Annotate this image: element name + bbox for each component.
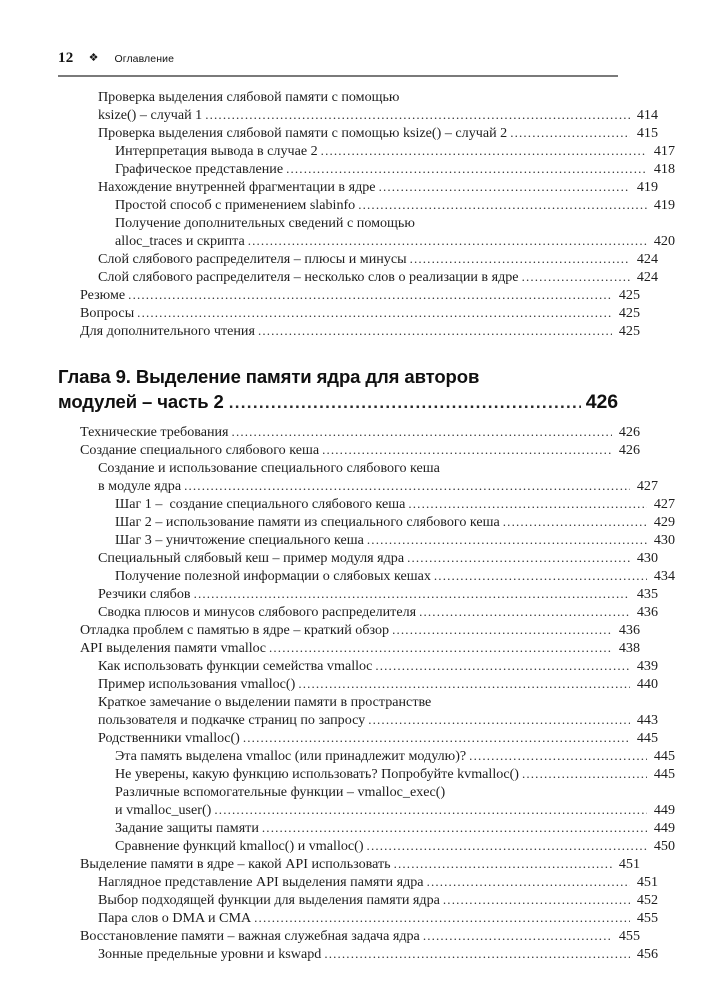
toc-entry-line — [98, 603, 658, 621]
toc-entry[interactable] — [58, 909, 658, 927]
dot-leader — [394, 855, 612, 873]
toc-entry-line — [98, 891, 658, 909]
toc-entry-title: Специальный слябовый кеш – пример модуля ядра — [98, 550, 405, 566]
toc-entry-page-number: 419 — [653, 197, 675, 213]
toc-entry-title: Не уверены, какую функцию использовать? Попробуйте kvmalloc() — [115, 766, 519, 782]
toc-entry-title: Различные вспомогательные функции – vmalloc_exec() — [115, 784, 446, 800]
toc-entry-page-number: 417 — [653, 143, 675, 159]
toc-entry-line — [115, 495, 675, 513]
toc-entry-title: Создание специального слябового кеша — [80, 442, 320, 458]
toc-entry[interactable] — [58, 196, 675, 214]
dot-leader — [375, 657, 630, 675]
dot-leader — [184, 477, 630, 495]
toc-entry-title: Зонные предельные уровни и kswapd — [98, 946, 322, 962]
toc-entry-title: пользователя и подкачке страниц по запросу — [98, 712, 366, 728]
toc-entry-line — [98, 873, 658, 891]
toc-entry-page-number: 424 — [636, 269, 658, 285]
toc-entry-page-number: 438 — [618, 640, 640, 656]
page-number: 12 — [58, 50, 74, 66]
toc-entry-title: ksize() – случай 1 — [98, 107, 203, 123]
toc-entry-title: Родственники vmalloc() — [98, 730, 240, 746]
dot-leader — [321, 142, 647, 160]
dot-leader — [128, 286, 612, 304]
toc-entry-page-number: 439 — [636, 658, 658, 674]
toc-entry-title: Шаг 2 – использование памяти из специального слябового кеша — [115, 514, 500, 530]
toc-entry-title: в модуле ядра — [98, 478, 182, 494]
toc-entry-line — [98, 124, 658, 142]
toc-entry-page-number: 427 — [653, 496, 675, 512]
dot-leader — [503, 513, 647, 531]
toc-entry-title: Слой слябового распределителя – плюсы и минусы — [98, 251, 407, 267]
toc-entry-title: и vmalloc_user() — [115, 802, 212, 818]
toc-entry-line — [115, 567, 675, 585]
toc-entry[interactable] — [58, 621, 640, 639]
toc-entry-title: Сводка плюсов и минусов слябового распределителя — [98, 604, 417, 620]
toc-entry-title: Вопросы — [80, 305, 135, 321]
toc-entry-page-number: 451 — [618, 856, 640, 872]
toc-entry-title: Резюме — [80, 287, 126, 303]
toc-entry-line — [115, 142, 675, 160]
toc-entry-page-number: 418 — [653, 161, 675, 177]
toc-entry[interactable] — [58, 268, 658, 286]
toc-entry-line — [98, 711, 658, 729]
toc-entry-title: Нахождение внутренней фрагментации в ядре — [98, 179, 376, 195]
dot-leader — [407, 549, 630, 567]
toc-entry-title: Шаг 3 – уничтожение специального кеша — [115, 532, 364, 548]
chapter-title-line — [58, 389, 618, 415]
toc-entry-line — [115, 513, 675, 531]
toc-entry-line — [115, 783, 675, 801]
toc-entry[interactable] — [58, 459, 658, 495]
toc-entry[interactable] — [58, 639, 640, 657]
dot-leader — [443, 891, 630, 909]
toc-entry-title: Получение дополнительных сведений с помощью — [115, 215, 415, 231]
toc-entry-page-number: 440 — [636, 676, 658, 692]
toc-entry[interactable] — [58, 927, 640, 945]
dot-leader — [214, 801, 647, 819]
toc-entry[interactable] — [58, 304, 640, 322]
toc-entry-title: Получение полезной информации о слябовых кешах — [115, 568, 431, 584]
toc-entry-page-number: 445 — [636, 730, 658, 746]
toc-entry-page-number: 434 — [653, 568, 675, 584]
toc-section-previous-chapter — [58, 88, 675, 340]
toc-entry-page-number: 455 — [618, 928, 640, 944]
toc-entry[interactable] — [58, 549, 658, 567]
toc-entry-page-number: 449 — [653, 802, 675, 818]
toc-entry-line — [98, 459, 658, 477]
toc-entry-line — [98, 106, 658, 124]
toc-entry-line — [115, 214, 675, 232]
chapter-heading-entry[interactable] — [58, 364, 618, 415]
header-rule — [58, 75, 618, 77]
toc-entry-title: Восстановление памяти – важная служебная задача ядра — [80, 928, 420, 944]
toc-entry[interactable] — [58, 945, 658, 963]
toc-entry-title: Для дополнительного чтения — [80, 323, 255, 339]
toc-entry-page-number: 451 — [636, 874, 658, 890]
dot-leader — [427, 873, 630, 891]
toc-entry-title: Проверка выделения слябовой памяти с помощью ksize() – случай 2 — [98, 125, 508, 141]
toc-entry[interactable] — [58, 819, 675, 837]
toc-entry-page-number: 436 — [618, 622, 640, 638]
toc-entry-page-number: 429 — [653, 514, 675, 530]
dot-leader — [248, 232, 647, 250]
toc-entry-page-number: 452 — [636, 892, 658, 908]
toc-entry-title: Как использовать функции семейства vmalloc — [98, 658, 373, 674]
toc-entry-title: Выделение памяти в ядре – какой API использовать — [80, 856, 391, 872]
toc-entry[interactable] — [58, 603, 658, 621]
toc-entry-line — [80, 927, 640, 945]
toc-entry-page-number: 443 — [636, 712, 658, 728]
toc-entry-line — [115, 765, 675, 783]
toc-entry-page-number: 430 — [653, 532, 675, 548]
dot-leader — [137, 304, 612, 322]
toc-entry[interactable] — [58, 441, 640, 459]
toc-entry-line — [80, 423, 640, 441]
dot-leader — [324, 945, 630, 963]
toc-entry[interactable] — [58, 585, 658, 603]
toc-entry[interactable] — [58, 729, 658, 747]
toc-entry-page-number: 456 — [636, 946, 658, 962]
toc-section-current-chapter — [58, 423, 675, 963]
toc-entry-page-number: 450 — [653, 838, 675, 854]
dot-leader — [522, 268, 630, 286]
dot-leader — [410, 250, 630, 268]
dot-leader — [286, 160, 647, 178]
toc-entry[interactable] — [58, 873, 658, 891]
dot-leader — [243, 729, 630, 747]
toc-entry[interactable] — [58, 837, 675, 855]
toc-entry-line — [98, 268, 658, 286]
toc-entry-line — [115, 801, 675, 819]
toc-entry-line — [98, 585, 658, 603]
toc-entry-line — [80, 304, 640, 322]
dot-leader — [510, 124, 630, 142]
toc-entry-line — [80, 639, 640, 657]
toc-entry-page-number: 430 — [636, 550, 658, 566]
dot-leader — [205, 106, 630, 124]
toc-entry-page-number: 425 — [618, 305, 640, 321]
toc-entry-line — [98, 549, 658, 567]
toc-entry[interactable] — [58, 855, 640, 873]
toc-entry-page-number: 427 — [636, 478, 658, 494]
toc-entry-page-number: 445 — [653, 766, 675, 782]
dot-leader — [229, 390, 581, 415]
chapter-page-number: 426 — [585, 391, 618, 413]
toc-entry-page-number: 449 — [653, 820, 675, 836]
toc-entry-line — [80, 855, 640, 873]
toc-entry-line — [80, 621, 640, 639]
toc-entry-title: Сравнение функций kmalloc() и vmalloc() — [115, 838, 364, 854]
dot-leader — [258, 322, 612, 340]
floral-diamond-ornament-icon: ❖ — [88, 52, 99, 64]
dot-leader — [194, 585, 630, 603]
toc-entry-line — [115, 232, 675, 250]
toc-entry[interactable] — [58, 286, 640, 304]
toc-entry-page-number: 420 — [653, 233, 675, 249]
toc-entry-page-number: 435 — [636, 586, 658, 602]
toc-entry[interactable] — [58, 322, 640, 340]
dot-leader — [419, 603, 630, 621]
toc-entry[interactable] — [58, 891, 658, 909]
dot-leader — [269, 639, 612, 657]
toc-entry-title: Краткое замечание о выделении памяти в пространстве — [98, 694, 432, 710]
toc-entry[interactable] — [58, 160, 675, 178]
chapter-title-text: модулей – часть 2 — [58, 391, 224, 412]
toc-entry-line — [80, 441, 640, 459]
toc-entry-line — [115, 196, 675, 214]
toc-entry-title: Выбор подходящей функции для выделения памяти ядра — [98, 892, 440, 908]
toc-entry[interactable] — [58, 747, 675, 765]
toc-entry[interactable] — [58, 693, 658, 729]
toc-entry-title: Графическое представление — [115, 161, 284, 177]
toc-entry[interactable] — [58, 495, 675, 513]
toc-entry[interactable] — [58, 250, 658, 268]
dot-leader — [254, 909, 630, 927]
toc-entry-title: Задание защиты памяти — [115, 820, 259, 836]
toc-entry[interactable] — [58, 88, 658, 124]
toc-entry-page-number: 415 — [636, 125, 658, 141]
dot-leader — [408, 495, 647, 513]
toc-entry[interactable] — [58, 423, 640, 441]
toc-entry-line — [98, 250, 658, 268]
toc-entry-page-number: 426 — [618, 442, 640, 458]
toc-entry-line — [98, 178, 658, 196]
toc-entry-page-number: 445 — [653, 748, 675, 764]
toc-entry-title: Пара слов о DMA и CMA — [98, 910, 252, 926]
chapter-title-line — [58, 364, 618, 389]
toc-entry[interactable] — [58, 178, 658, 196]
dot-leader — [379, 178, 630, 196]
dot-leader — [522, 765, 647, 783]
toc-entry-title: Проверка выделения слябовой памяти с помощью — [98, 89, 400, 105]
toc-entry[interactable] — [58, 214, 675, 250]
toc-entry[interactable] — [58, 675, 658, 693]
toc-entry[interactable] — [58, 567, 675, 585]
toc-entry-page-number: 419 — [636, 179, 658, 195]
toc-entry[interactable] — [58, 765, 675, 783]
toc-entry-line — [115, 531, 675, 549]
toc-entry[interactable] — [58, 657, 658, 675]
toc-entry-line — [80, 286, 640, 304]
toc-entry-page-number: 455 — [636, 910, 658, 926]
toc-entry[interactable] — [58, 124, 658, 142]
toc-entry-line — [98, 88, 658, 106]
table-of-contents — [58, 88, 675, 963]
toc-entry-title: API выделения памяти vmalloc — [80, 640, 266, 656]
toc-entry-line — [80, 322, 640, 340]
toc-entry-line — [98, 909, 658, 927]
toc-entry-line — [115, 819, 675, 837]
toc-entry-line — [115, 160, 675, 178]
toc-entry-line — [98, 693, 658, 711]
toc-entry-title: Создание и использование специального слябового кеша — [98, 460, 440, 476]
toc-entry[interactable] — [58, 513, 675, 531]
dot-leader — [262, 819, 647, 837]
toc-entry-title: Пример использования vmalloc() — [98, 676, 296, 692]
toc-entry-line — [98, 729, 658, 747]
toc-entry-page-number: 425 — [618, 323, 640, 339]
toc-entry[interactable] — [58, 142, 675, 160]
toc-entry[interactable] — [58, 783, 675, 819]
dot-leader — [469, 747, 647, 765]
toc-entry-title: Слой слябового распределителя – несколько слов о реализации в ядре — [98, 269, 519, 285]
toc-entry-page-number: 424 — [636, 251, 658, 267]
toc-entry-title: Резчики слябов — [98, 586, 191, 602]
toc-entry-line — [115, 747, 675, 765]
toc-entry-title: Отладка проблем с памятью в ядре – краткий обзор — [80, 622, 390, 638]
toc-entry-title: Простой способ с применением slabinfo — [115, 197, 356, 213]
running-header — [58, 50, 618, 72]
dot-leader — [434, 567, 647, 585]
dot-leader — [367, 837, 647, 855]
running-title: Оглавление — [114, 53, 175, 65]
dot-leader — [392, 621, 612, 639]
toc-entry-title: Наглядное представление API выделения памяти ядра — [98, 874, 424, 890]
toc-entry[interactable] — [58, 531, 675, 549]
toc-entry-title: Шаг 1 – создание специального слябового кеша — [115, 496, 406, 512]
dot-leader — [423, 927, 612, 945]
dot-leader — [367, 531, 647, 549]
chapter-title-text: Глава 9. Выделение памяти ядра для авторов — [58, 366, 480, 387]
toc-entry-line — [98, 657, 658, 675]
toc-entry-page-number: 414 — [636, 107, 658, 123]
toc-entry-page-number: 426 — [618, 424, 640, 440]
dot-leader — [322, 441, 612, 459]
dot-leader — [232, 423, 612, 441]
toc-entry-title: Интерпретация вывода в случае 2 — [115, 143, 318, 159]
toc-entry-title: Эта память выделена vmalloc (или принадлежит модулю)? — [115, 748, 467, 764]
toc-entry-page-number: 425 — [618, 287, 640, 303]
dot-leader — [298, 675, 630, 693]
toc-entry-line — [98, 675, 658, 693]
toc-entry-line — [98, 477, 658, 495]
toc-entry-page-number: 436 — [636, 604, 658, 620]
dot-leader — [368, 711, 630, 729]
toc-entry-line — [98, 945, 658, 963]
dot-leader — [358, 196, 647, 214]
toc-entry-title: Технические требования — [80, 424, 229, 440]
toc-entry-line — [115, 837, 675, 855]
toc-entry-title: alloc_traces и скрипта — [115, 233, 245, 249]
